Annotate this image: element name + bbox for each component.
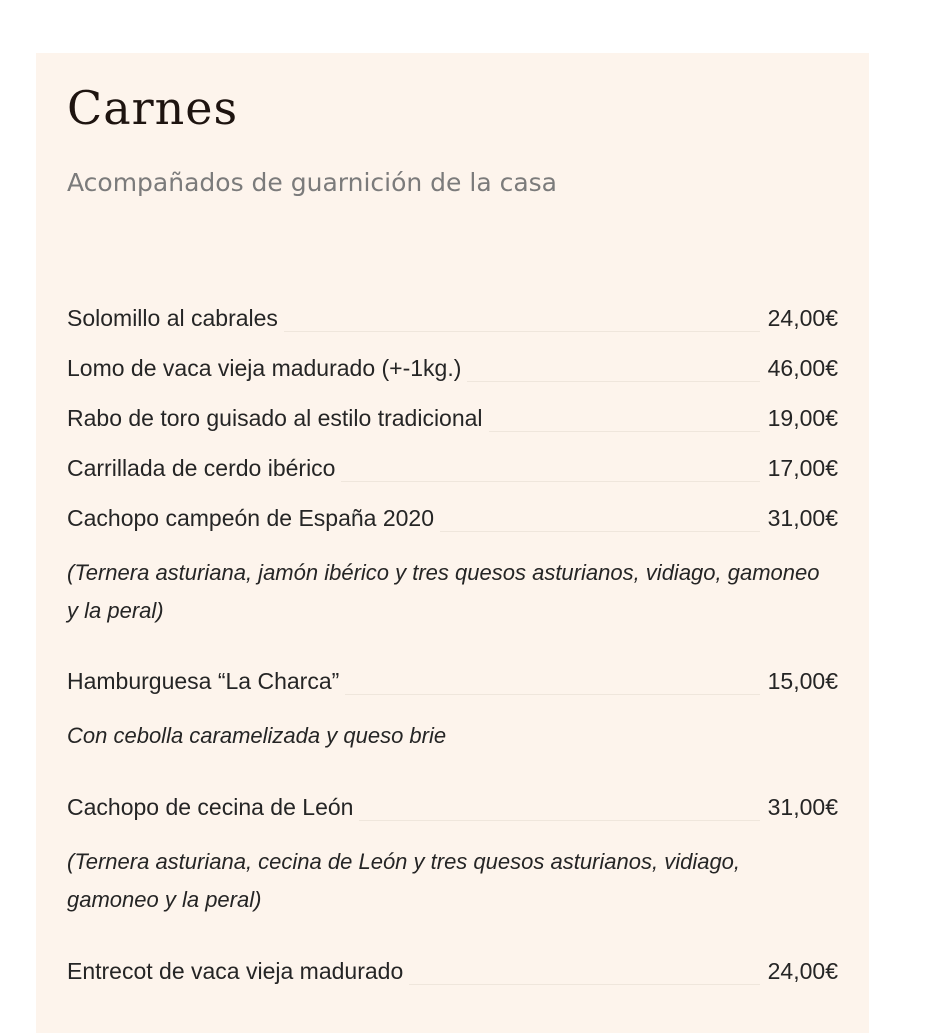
menu-item-description: (Ternera asturiana, cecina de León y tres quesos asturianos, vidiago, gamoneo y la peral): [67, 849, 741, 912]
menu-item: [67, 958, 838, 994]
menu-item-price: 46,00€: [767, 355, 838, 381]
leader-line: [345, 693, 759, 695]
menu-item-name: Entrecot de vaca vieja madurado: [67, 958, 404, 984]
menu-item: [67, 455, 838, 491]
leader-line: [409, 983, 759, 985]
leader-line: [341, 480, 759, 482]
menu-item-price: 15,00€: [767, 668, 838, 694]
menu-item-description: (Ternera asturiana, jamón ibérico y tres quesos asturianos, vidiago, gamoneo y la peral): [67, 560, 820, 623]
menu-item-price: 24,00€: [767, 305, 838, 331]
menu-item-name: Hamburguesa “La Charca”: [67, 668, 340, 694]
menu-item-name: Rabo de toro guisado al estilo tradicional: [67, 405, 483, 431]
section-title: Carnes: [67, 81, 239, 135]
leader-line: [489, 430, 760, 432]
menu-item-name: Cachopo de cecina de León: [67, 794, 354, 820]
menu-section-card: [36, 53, 869, 1033]
menu-item-price: 31,00€: [767, 794, 838, 820]
menu-item: [67, 668, 838, 704]
menu-item-price: 19,00€: [767, 405, 838, 431]
menu-item-price: 24,00€: [767, 958, 838, 984]
menu-item-description: Con cebolla caramelizada y queso brie: [67, 723, 447, 748]
menu-item: [67, 355, 838, 391]
menu-item: [67, 794, 838, 830]
menu-item: [67, 505, 838, 541]
menu-item-price: 31,00€: [767, 505, 838, 531]
menu-item-name: Lomo de vaca vieja madurado (+-1kg.): [67, 355, 462, 381]
menu-item: [67, 405, 838, 441]
leader-line: [467, 380, 759, 382]
leader-line: [359, 819, 759, 821]
section-subtitle: Acompañados de guarnición de la casa: [67, 168, 558, 197]
menu-item-name: Carrillada de cerdo ibérico: [67, 455, 336, 481]
menu-item: [67, 305, 838, 341]
leader-line: [284, 330, 760, 332]
menu-item-price: 17,00€: [767, 455, 838, 481]
menu-item-name: Solomillo al cabrales: [67, 305, 278, 331]
leader-line: [440, 530, 760, 532]
menu-item-name: Cachopo campeón de España 2020: [67, 505, 435, 531]
